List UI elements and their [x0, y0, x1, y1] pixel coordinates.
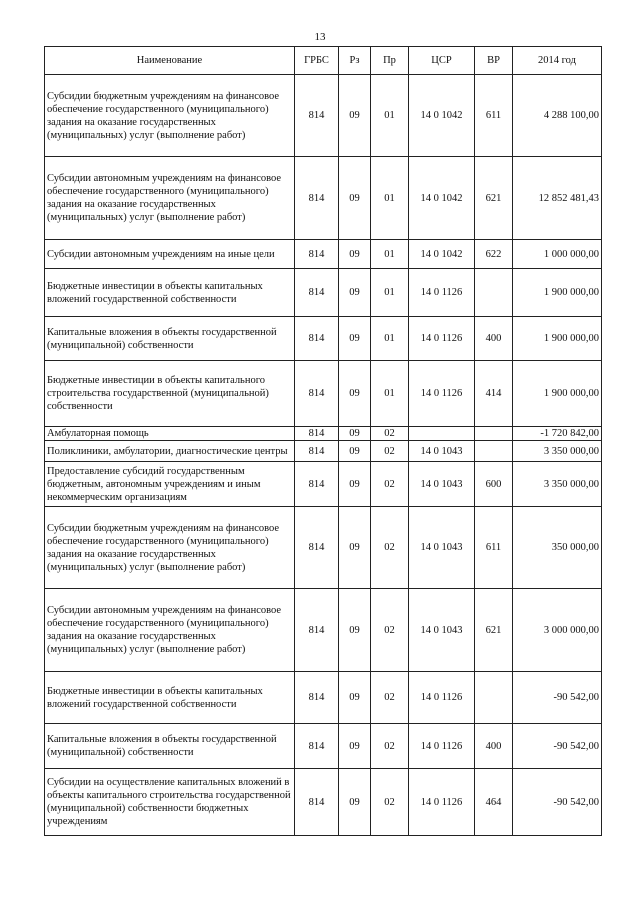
row-pr: 01: [371, 269, 409, 317]
column-header-csr: ЦСР: [409, 47, 475, 75]
row-grbs: 814: [295, 724, 339, 769]
row-vr: 611: [475, 507, 513, 589]
row-csr: [409, 427, 475, 441]
column-header-name: Наименование: [45, 47, 295, 75]
row-grbs: 814: [295, 240, 339, 269]
column-header-rz: Рз: [339, 47, 371, 75]
row-grbs: 814: [295, 269, 339, 317]
row-csr: 14 0 1126: [409, 672, 475, 724]
row-vr: 600: [475, 462, 513, 507]
row-csr: 14 0 1042: [409, 75, 475, 157]
table-row: [45, 269, 602, 317]
row-rz: 09: [339, 240, 371, 269]
row-vr: [475, 441, 513, 462]
row-grbs: 814: [295, 157, 339, 240]
row-amount: 1 900 000,00: [513, 269, 602, 317]
row-grbs: 814: [295, 589, 339, 672]
row-csr: 14 0 1126: [409, 269, 475, 317]
row-grbs: 814: [295, 75, 339, 157]
row-name: Субсидии автономным учреждениям на финансовое обеспечение государственного (муниципального) задания на оказание государственных (муниципальных) услуг (выполнение работ): [45, 157, 295, 240]
row-pr: 02: [371, 769, 409, 836]
row-grbs: 814: [295, 462, 339, 507]
row-csr: 14 0 1043: [409, 507, 475, 589]
row-rz: 09: [339, 269, 371, 317]
row-csr: 14 0 1126: [409, 769, 475, 836]
row-rz: 09: [339, 507, 371, 589]
row-vr: 414: [475, 361, 513, 427]
row-pr: 01: [371, 361, 409, 427]
row-vr: 621: [475, 157, 513, 240]
row-pr: 01: [371, 317, 409, 361]
row-pr: 01: [371, 157, 409, 240]
row-vr: 464: [475, 769, 513, 836]
row-amount: 350 000,00: [513, 507, 602, 589]
row-grbs: 814: [295, 317, 339, 361]
row-grbs: 814: [295, 672, 339, 724]
row-vr: 400: [475, 724, 513, 769]
row-name: Субсидии на осуществление капитальных вложений в объекты капитального строительства государственной (муниципальной) собственности бюджетных учреждениям: [45, 769, 295, 836]
row-rz: 09: [339, 157, 371, 240]
row-vr: [475, 427, 513, 441]
row-grbs: 814: [295, 769, 339, 836]
budget-table: [44, 46, 602, 836]
row-pr: 02: [371, 462, 409, 507]
row-amount: 3 000 000,00: [513, 589, 602, 672]
row-csr: 14 0 1126: [409, 361, 475, 427]
row-pr: 01: [371, 240, 409, 269]
row-csr: 14 0 1042: [409, 240, 475, 269]
row-pr: 01: [371, 75, 409, 157]
row-rz: 09: [339, 672, 371, 724]
row-name: Предоставление субсидий государственным бюджетным, автономным учреждениям и иным некоммерческим организациям: [45, 462, 295, 507]
row-rz: 09: [339, 441, 371, 462]
row-amount: -90 542,00: [513, 769, 602, 836]
table-row: [45, 724, 602, 769]
table-row: [45, 672, 602, 724]
table-row: [45, 317, 602, 361]
row-amount: -90 542,00: [513, 672, 602, 724]
row-amount: 12 852 481,43: [513, 157, 602, 240]
row-name: Субсидии бюджетным учреждениям на финансовое обеспечение государственного (муниципального) задания на оказание государственных (муниципальных) услуг (выполнение работ): [45, 75, 295, 157]
row-pr: 02: [371, 427, 409, 441]
row-name: Амбулаторная помощь: [45, 427, 295, 441]
row-amount: 1 900 000,00: [513, 317, 602, 361]
row-rz: 09: [339, 75, 371, 157]
row-rz: 09: [339, 724, 371, 769]
row-grbs: 814: [295, 361, 339, 427]
row-pr: 02: [371, 507, 409, 589]
row-amount: 1 000 000,00: [513, 240, 602, 269]
row-name: Субсидии автономным учреждениям на финансовое обеспечение государственного (муниципального) задания на оказание государственных (муниципальных) услуг (выполнение работ): [45, 589, 295, 672]
row-name: Поликлиники, амбулатории, диагностические центры: [45, 441, 295, 462]
row-rz: 09: [339, 462, 371, 507]
row-rz: 09: [339, 769, 371, 836]
row-amount: -1 720 842,00: [513, 427, 602, 441]
row-pr: 02: [371, 672, 409, 724]
row-amount: -90 542,00: [513, 724, 602, 769]
column-header-vr: ВР: [475, 47, 513, 75]
table-row: [45, 157, 602, 240]
column-header-grbs: ГРБС: [295, 47, 339, 75]
row-csr: 14 0 1043: [409, 441, 475, 462]
row-amount: 4 288 100,00: [513, 75, 602, 157]
row-csr: 14 0 1043: [409, 589, 475, 672]
row-rz: 09: [339, 589, 371, 672]
row-amount: 3 350 000,00: [513, 441, 602, 462]
column-header-year: 2014 год: [513, 47, 602, 75]
table-row: [45, 75, 602, 157]
row-csr: 14 0 1042: [409, 157, 475, 240]
row-name: Субсидии бюджетным учреждениям на финансовое обеспечение государственного (муниципального) задания на оказание государственных (муниципальных) услуг (выполнение работ): [45, 507, 295, 589]
row-csr: 14 0 1126: [409, 317, 475, 361]
row-vr: 621: [475, 589, 513, 672]
table-row: [45, 240, 602, 269]
table-row: [45, 462, 602, 507]
row-name: Капитальные вложения в объекты государственной (муниципальной) собственности: [45, 317, 295, 361]
row-rz: 09: [339, 427, 371, 441]
row-grbs: 814: [295, 427, 339, 441]
row-rz: 09: [339, 361, 371, 427]
row-name: Капитальные вложения в объекты государственной (муниципальной) собственности: [45, 724, 295, 769]
table-row: [45, 441, 602, 462]
table-row: [45, 361, 602, 427]
row-csr: 14 0 1043: [409, 462, 475, 507]
row-amount: 3 350 000,00: [513, 462, 602, 507]
table-row: [45, 507, 602, 589]
row-pr: 02: [371, 724, 409, 769]
row-vr: 611: [475, 75, 513, 157]
row-grbs: 814: [295, 507, 339, 589]
page-number: 13: [314, 31, 326, 43]
row-name: Субсидии автономным учреждениям на иные цели: [45, 240, 295, 269]
column-header-pr: Пр: [371, 47, 409, 75]
row-vr: 400: [475, 317, 513, 361]
table-row: [45, 769, 602, 836]
table-header-row: [45, 47, 602, 75]
row-rz: 09: [339, 317, 371, 361]
row-name: Бюджетные инвестиции в объекты капитального строительства государственной (муниципальной) собственности: [45, 361, 295, 427]
table-row: [45, 589, 602, 672]
row-amount: 1 900 000,00: [513, 361, 602, 427]
row-name: Бюджетные инвестиции в объекты капитальных вложений государственной собственности: [45, 269, 295, 317]
row-pr: 02: [371, 589, 409, 672]
row-name: Бюджетные инвестиции в объекты капитальных вложений государственной собственности: [45, 672, 295, 724]
row-csr: 14 0 1126: [409, 724, 475, 769]
row-vr: [475, 269, 513, 317]
table-row: [45, 427, 602, 441]
row-grbs: 814: [295, 441, 339, 462]
row-pr: 02: [371, 441, 409, 462]
row-vr: 622: [475, 240, 513, 269]
row-vr: [475, 672, 513, 724]
